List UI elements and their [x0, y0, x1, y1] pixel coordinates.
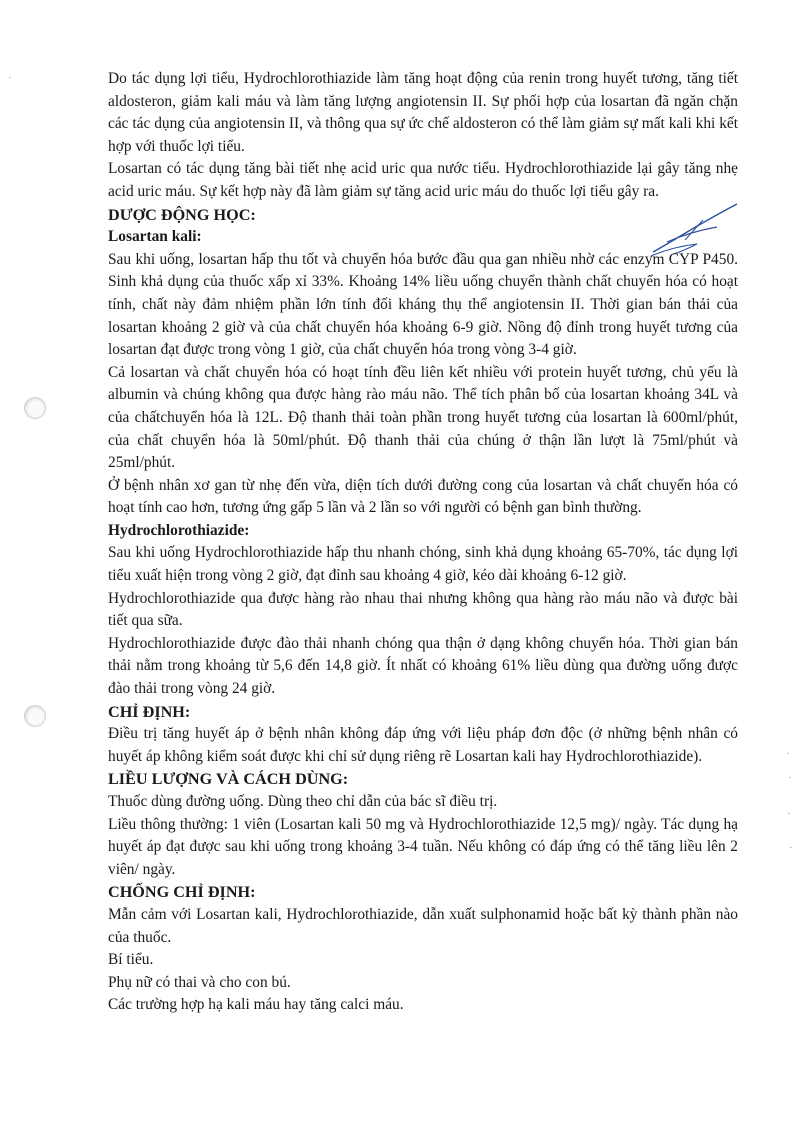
punch-hole-icon [24, 397, 46, 419]
hctz-paragraph: Hydrochlorothiazide được đào thải nhanh chóng qua thận ở dạng không chuyển hóa. Thời gian bán thải nằm trong khoảng từ 5,6 đến 14,8 giờ. Ít nhất có khoảng 61% liều dùng qua đường uống được đào thải trong vòng 24 giờ. [108, 634, 738, 698]
intro-paragraph: Losartan có tác dụng tăng bài tiết nhẹ acid uric qua nước tiểu. Hydrochlorothiazide lại gây tăng nhẹ acid uric máu. Sự kết hợp này đã làm giảm sự tăng acid uric máu do thuốc lợi tiểu gây ra. [108, 160, 738, 200]
section-heading-dosage: LIỀU LƯỢNG VÀ CÁCH DÙNG: [108, 770, 349, 789]
contraindication-paragraph: Bí tiểu. [108, 951, 154, 969]
hctz-paragraph: Sau khi uống Hydrochlorothiazide hấp thu nhanh chóng, sinh khả dụng khoảng 65-70%, tác dụng lợi tiểu xuất hiện trong vòng 2 giờ, đạt đỉnh sau khoảng 4 giờ, kéo dài khoảng 6-12 giờ. [108, 544, 738, 585]
losartan-paragraph: Ở bệnh nhân xơ gan từ nhẹ đến vừa, diện tích dưới đường cong của losartan và chất chuyển hóa có hoạt tính cao hơn, tương ứng gấp 5 lần và 2 lần so với người có bệnh gan bình thường. [108, 476, 738, 517]
subsection-title-losartan: Losartan kali: [108, 228, 202, 246]
contraindication-paragraph: Phụ nữ có thai và cho con bú. [108, 973, 291, 991]
scan-speck: · [787, 808, 791, 820]
hctz-paragraph: Hydrochlorothiazide qua được hàng rào nhau thai nhưng không qua hàng rào máu não và được bài tiết qua sữa. [108, 589, 738, 630]
section-heading-pharmacokinetics: DƯỢC ĐỘNG HỌC: [108, 205, 256, 224]
subsection-title-hctz: Hydrochlorothiazide: [108, 521, 250, 539]
scan-speck: · [789, 842, 793, 854]
dosage-paragraph: Liều thông thường: 1 viên (Losartan kali 50 mg và Hydrochlorothiazide 12,5 mg)/ ngày. Tác dụng hạ huyết áp đạt được sau khi uống trong khoảng 3-4 tuần. Nếu không có đáp ứng có thể tăng liều lên 2 viên/ ngày. [108, 815, 738, 878]
document-body [108, 68, 738, 1017]
section-heading-indications: CHỈ ĐỊNH: [108, 702, 191, 721]
indications-paragraph: Điều trị tăng huyết áp ở bệnh nhân không đáp ứng với liệu pháp đơn độc (ở những bệnh nhân có huyết áp không kiểm soát được khi chỉ sử dụng riêng rẽ Losartan kali hay Hydrochlorothiazide). [108, 725, 738, 765]
scan-speck: · [788, 772, 792, 784]
scan-speck: · [786, 748, 790, 760]
losartan-paragraph: Cả losartan và chất chuyển hóa có hoạt tính đều liên kết nhiều với protein huyết tương, chủ yếu là albumin và chúng không qua được hàng rào máu não. Thể tích phân bố của losartan khoảng 34L và của chấtchuyển hóa là 12L. Độ thanh thải toàn phần trong huyết tương của losartan là 600ml/phút, của chất chuyển hóa là 50ml/phút. Độ thanh thải của chúng ở thận lần lượt là 75ml/phút và 25ml/phút. [108, 363, 738, 472]
intro-paragraph: Do tác dụng lợi tiểu, Hydrochlorothiazide làm tăng hoạt động của renin trong huyết tương, tăng tiết aldosteron, giảm kali máu và làm tăng lượng angiotensin II. Sự phối hợp của losartan đã ngăn chặn các tác dụng của angiotensin II, và thông qua sự ức chế aldosteron có thể làm giảm sự mất kali khi kết hợp với thuốc lợi tiểu. [108, 70, 738, 155]
losartan-paragraph: Sau khi uống, losartan hấp thu tốt và chuyển hóa bước đầu qua gan nhiều nhờ các enzym CYP P450. Sinh khả dụng của thuốc xấp xỉ 33%. Khoảng 14% liều uống chuyển thành chất chuyển hóa có hoạt tính, chất này đảm nhiệm phần lớn tính đối kháng thụ thể angiotensin II. Thời gian bán thải của losartan khoảng 2 giờ và của chất chuyển hóa khoảng 6-9 giờ. Nồng độ đỉnh trong huyết tương của losartan đạt được trong vòng 1 giờ, của chất chuyển hóa trong vòng 3-4 giờ. [108, 250, 738, 359]
dosage-paragraph: Thuốc dùng đường uống. Dùng theo chỉ dẫn của bác sĩ điều trị. [108, 793, 498, 810]
scan-speck: · [8, 72, 12, 84]
contraindication-paragraph: Các trường hợp hạ kali máu hay tăng calci máu. [108, 996, 404, 1014]
contraindication-paragraph: Mẫn cảm với Losartan kali, Hydrochlorothiazide, dẫn xuất sulphonamid hoặc bất kỳ thành phần nào của thuốc. [108, 905, 738, 946]
punch-hole-icon [24, 705, 46, 727]
section-heading-contraindications: CHỐNG CHỈ ĐỊNH: [108, 883, 256, 902]
